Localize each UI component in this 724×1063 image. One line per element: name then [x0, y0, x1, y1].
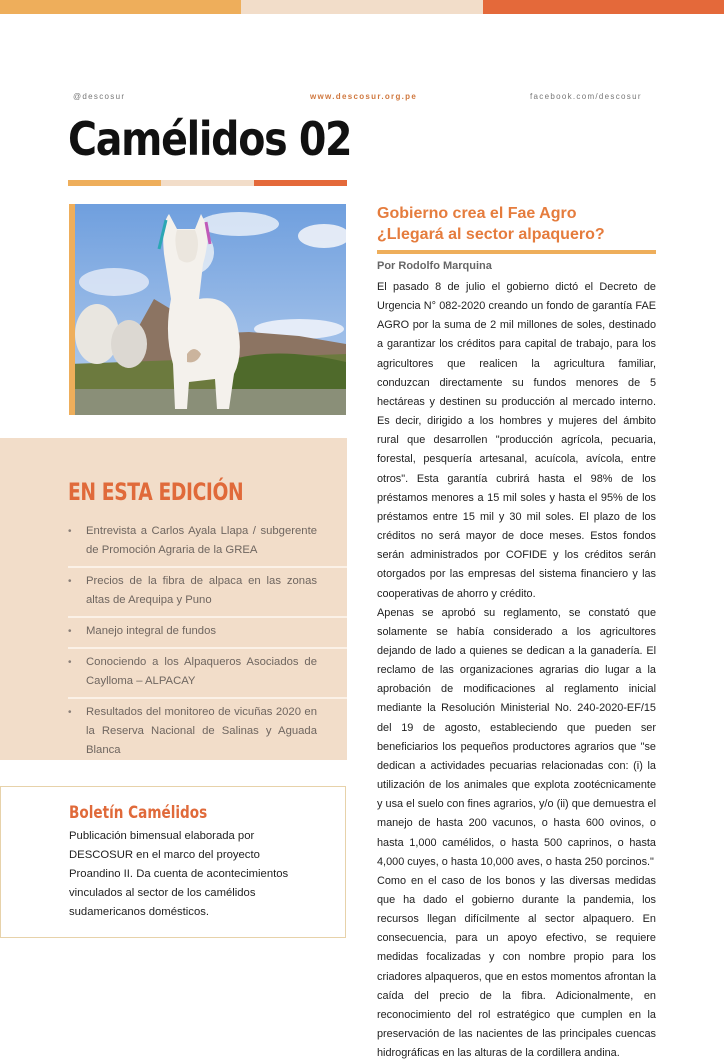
title-underline [68, 180, 347, 186]
boletin-info-box [0, 786, 346, 938]
article-byline: Por Rodolfo Marquina [377, 260, 492, 272]
article-title-rule [377, 250, 656, 254]
edition-item-text: Entrevista a Carlos Ayala Llapa / subgerente de Promoción Agraria de la GREA [86, 525, 317, 556]
facebook-link[interactable]: facebook.com/descosur [530, 92, 642, 101]
article-paragraph: Apenas se aprobó su reglamento, se constató que solamente se había considerado a los agricultores dejando de lado a quienes se dedican a la ganadería. El reclamo de las organizaciones agrarias dio lugar a la aprobación de modificaciones al reglamento inicial mediante la Resolución Ministerial No. 240-2020-EF/15 del 19 de agosto, estableciendo que pueden ser beneficiarios los pequeños productores agrarios que "se dedican a actividades pecuarias relacionadas con: (i) la utilización de los animales que explota zootécnicamente y usa el suelo con fines agrarios, y/o (ii) que demuestra el manejo de hasta 200 vacunos, o hasta 600 ovinos, o hasta 1,000 camélidos, o hasta 500 caprinos, o hasta 4,000 cuyes, o hasta 10,000 aves, o hasta 250 porcinos." [377, 606, 656, 868]
edition-list [68, 518, 347, 766]
page-title: Camélidos 02 [68, 112, 352, 166]
edition-item[interactable] [68, 518, 347, 568]
bullet-icon: • [68, 526, 72, 537]
article-title [377, 203, 647, 245]
title-rule-segment-orange [68, 180, 161, 186]
title-rule-segment-dark-orange [254, 180, 347, 186]
edition-item[interactable] [68, 568, 347, 618]
in-this-edition-panel [0, 438, 347, 760]
alpaca-photo [69, 204, 346, 415]
bullet-icon: • [68, 707, 72, 718]
photo-accent-bar [69, 204, 75, 415]
boletin-heading: Boletín Camélidos [69, 803, 208, 823]
edition-item-text: Manejo integral de fundos [86, 625, 217, 637]
bullet-icon: • [68, 657, 72, 668]
edition-item[interactable] [68, 618, 347, 649]
bullet-icon: • [68, 576, 72, 587]
edition-item-text: Precios de la fibra de alpaca en las zonas altas de Arequipa y Puno [86, 575, 317, 606]
edition-heading: EN ESTA EDICIÓN [68, 478, 244, 506]
article-paragraph: Como en el caso de los bonos y las diversas medidas que ha dado el gobierno durante la pandemia, los recursos llegan difícilmente al sector alpaquero. En consecuencia, para un apoyo efectivo, se requiere medidas focalizadas y con nombre propio para los criadores alpaqueros, que en estos momentos afrontan la caída del precio de la fibra. Adicionalmente, en reconocimiento del rol estratégico que cumplen en la preservación de las nacientes de las principales cuencas hidrográficas en las alturas de la cordillera andina. [377, 874, 656, 1060]
alpaca-illustration [69, 204, 346, 415]
top-color-bar [0, 0, 724, 14]
article-body [377, 278, 656, 1063]
social-handle: @descosur [73, 92, 126, 101]
article-title-line1: Gobierno crea el Fae Agro [377, 205, 577, 222]
edition-item[interactable] [68, 649, 347, 699]
top-bar-segment-dark-orange [483, 0, 724, 14]
top-bar-segment-orange [0, 0, 241, 14]
edition-item-text: Conociendo a los Alpaqueros Asociados de Caylloma – ALPACAY [86, 656, 317, 687]
boletin-description: Publicación bimensual elaborada por DESCOSUR en el marco del proyecto Proandino II. Da cuenta de acontecimientos vinculados al sector de los camélidos sudamericanos domésticos. [69, 830, 289, 918]
edition-item[interactable] [68, 699, 347, 766]
article-paragraph: El pasado 8 de julio el gobierno dictó el Decreto de Urgencia N° 082-2020 creando un fondo de garantía FAE AGRO por la suma de 2 mil millones de soles, destinado a garantizar los créditos para capital de trabajo, para los agricultores que realicen la agricultura familiar, conduzcan directamente su fundos menores de 5 hectáreas y destinen su producción al mercado interno. Es decir, dirigido a los hombres y mujeres del ámbito rural que desarrollen "producción agrícola, pecuaria, forestal, pesquería artesanal, acuícola, avícola, entre otros". Esta garantía cubrirá hasta el 98% de los préstamos menores a 15 mil soles y hasta el 95% de los préstamos entre 15 mil y 30 mil soles. El plazo de los créditos no será mayor de doce meses. Estos fondos serán administrados por COFIDE y los créditos serán otorgados por las empresas del sistema financiero y las cooperativas de ahorro y crédito. [377, 281, 656, 600]
website-link[interactable]: www.descosur.org.pe [310, 92, 418, 101]
article-title-line2: ¿Llegará al sector alpaquero? [377, 226, 605, 243]
edition-item-text: Resultados del monitoreo de vicuñas 2020 en la Reserva Nacional de Salinas y Aguada Blanca [86, 706, 317, 756]
top-bar-segment-peach [241, 0, 482, 14]
bullet-icon: • [68, 626, 72, 637]
title-rule-segment-peach [161, 180, 254, 186]
